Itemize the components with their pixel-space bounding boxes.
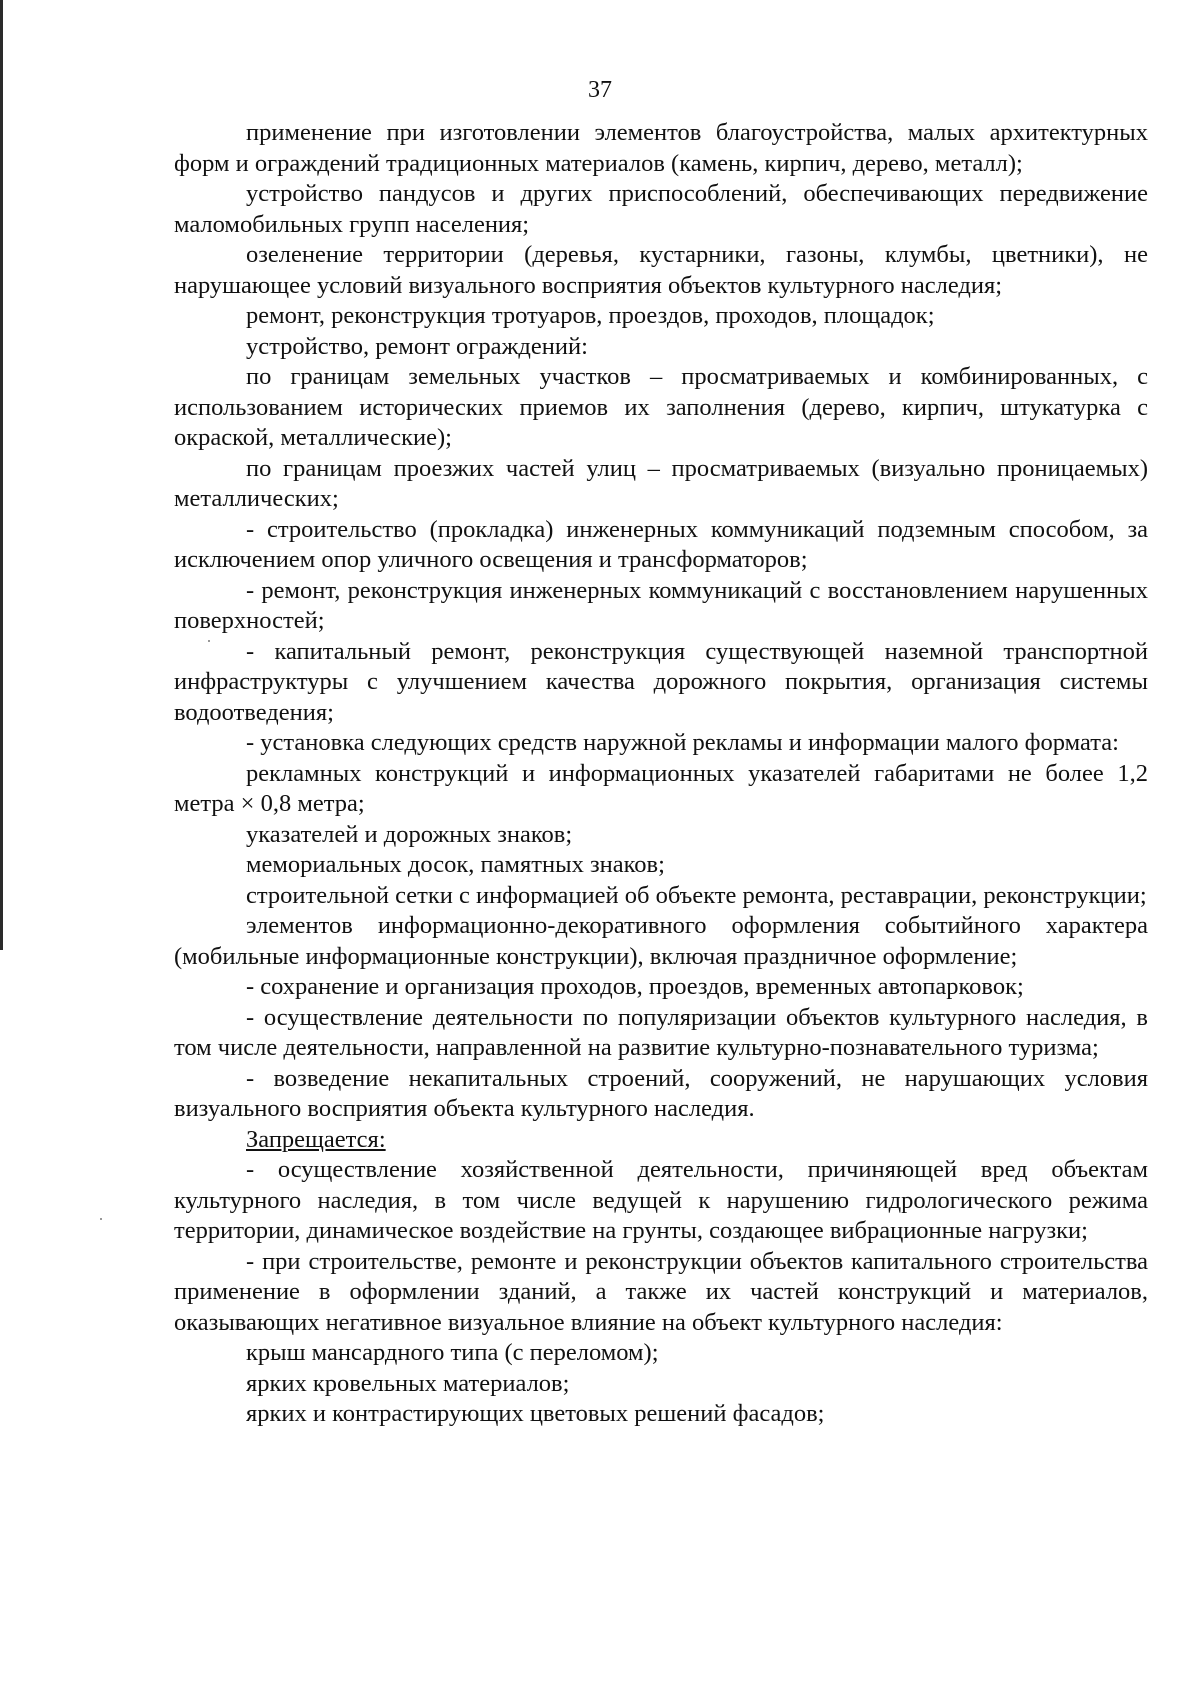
paragraph: - ремонт, реконструкция инженерных коммуникаций с восстановлением нарушенных поверхностей; — [174, 576, 1148, 634]
paragraph: по границам проезжих частей улиц – просматриваемых (визуально проницаемых) металлических; — [174, 454, 1148, 512]
paragraph: - осуществление хозяйственной деятельности, причиняющей вред объектам культурного наследия, в том числе ведущей к нарушению гидрологического режима территории, динамическое воздействие на грунты, создающее вибрационные нагрузки; — [174, 1156, 1148, 1244]
paragraph: - при строительстве, ремонте и реконструкции объектов капитального строительства применение в оформлении зданий, а также их частей конструкций и материалов, оказывающих негативное визуальное влияние на объект культурного наследия: — [174, 1247, 1148, 1336]
paragraph: ярких и контрастирующих цветовых решений фасадов; — [246, 1400, 825, 1427]
paragraph: элементов информационно-декоративного оформления событийного характера (мобильные информационные конструкции), включая праздничное оформление; — [174, 912, 1148, 970]
paragraph: мемориальных досок, памятных знаков; — [246, 851, 665, 878]
paragraph: рекламных конструкций и информационных указателей габаритами не более 1,2 метра × 0,8 метра; — [174, 759, 1148, 817]
paragraph: - сохранение и организация проходов, проездов, временных автопарковок; — [246, 973, 1024, 1000]
paragraph: строительной сетки с информацией об объекте ремонта, реставрации, реконструкции; — [246, 881, 1147, 909]
paragraph: ярких кровельных материалов; — [246, 1369, 570, 1397]
document-body — [174, 118, 1148, 1430]
paragraph: - возведение некапитальных строений, сооружений, не нарушающих условия визуального восприятия объекта культурного наследия. — [174, 1064, 1148, 1122]
scan-speck — [100, 1218, 102, 1220]
paragraph: - строительство (прокладка) инженерных коммуникаций подземным способом, за исключением опор уличного освещения и трансформаторов; — [174, 515, 1148, 573]
prohibited-heading-text: Запрещается: — [246, 1125, 386, 1153]
paragraph: устройство, ремонт ограждений: — [246, 332, 588, 360]
paragraph: крыш мансардного типа (с переломом); — [246, 1339, 659, 1366]
paragraph: - капитальный ремонт, реконструкция существующей наземной транспортной инфраструктуры с улучшением качества дорожного покрытия, организация системы водоотведения; — [174, 637, 1148, 726]
paragraph: по границам земельных участков – просматриваемых и комбинированных, с использованием исторических приемов их заполнения (дерево, кирпич, штукатурка с окраской, металлические); — [174, 363, 1148, 451]
paragraph: устройство пандусов и других приспособлений, обеспечивающих передвижение маломобильных групп населения; — [174, 180, 1148, 238]
paragraph: озеленение территории (деревья, кустарники, газоны, клумбы, цветники), не нарушающее условий визуального восприятия объектов культурного наследия; — [174, 241, 1148, 299]
scan-edge — [0, 0, 3, 950]
paragraph: - осуществление деятельности по популяризации объектов культурного наследия, в том числе деятельности, направленной на развитие культурно-познавательного туризма; — [174, 1003, 1148, 1061]
paragraph: указателей и дорожных знаков; — [246, 820, 573, 848]
prohibited-heading — [174, 1125, 1148, 1156]
page-number: 37 — [588, 77, 612, 103]
paragraph: - установка следующих средств наружной рекламы и информации малого формата: — [246, 729, 1119, 756]
paragraph: ремонт, реконструкция тротуаров, проездов, проходов, площадок; — [246, 302, 935, 329]
paragraph: применение при изготовлении элементов благоустройства, малых архитектурных форм и ограждений традиционных материалов (камень, кирпич, дерево, металл); — [174, 119, 1148, 177]
